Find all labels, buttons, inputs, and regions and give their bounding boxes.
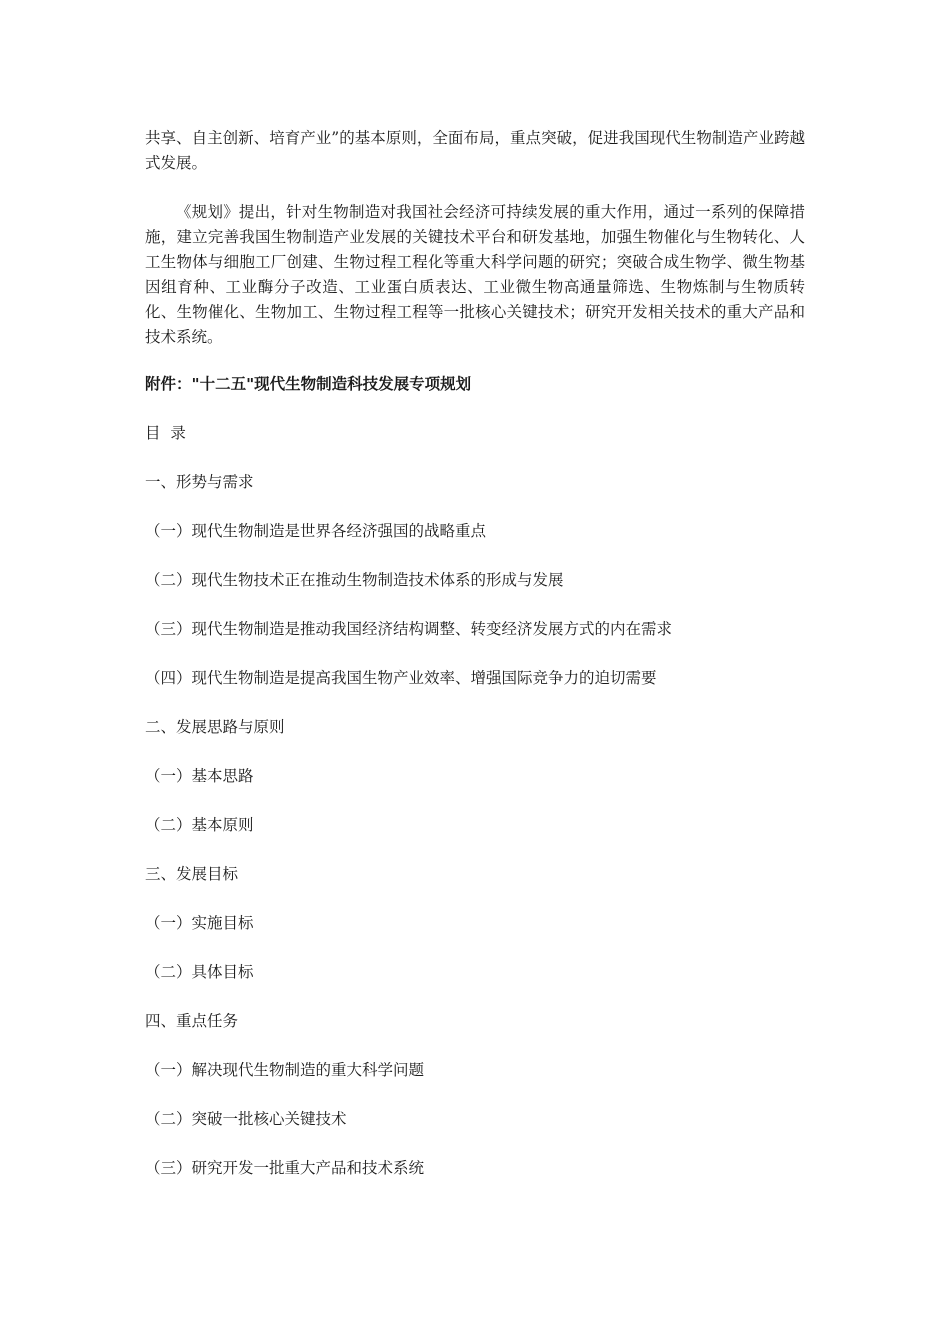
toc-item: （四）现代生物制造是提高我国生物产业效率、增强国际竞争力的迫切需要 (145, 669, 657, 687)
document-page (145, 126, 805, 1181)
toc-item: （三）研究开发一批重大产品和技术系统 (145, 1159, 425, 1177)
toc-item: （一）解决现代生物制造的重大科学问题 (145, 1061, 425, 1079)
toc-item: （一）现代生物制造是世界各经济强国的战略重点 (145, 522, 487, 540)
toc-item: （一）实施目标 (145, 914, 254, 932)
paragraph-plan-summary: 《规划》提出，针对生物制造对我国社会经济可持续发展的重大作用，通过一系列的保障措施，建立完善我国生物制造产业发展的关键技术平台和研发基地，加强生物催化与生物转化、人工生物体与细胞工厂创建、生物过程工程化等重大科学问题的研究；突破合成生物学、微生物基因组育种、工业酶分子改造、工业蛋白质表达、工业微生物高通量筛选、生物炼制与生物质转化、生物催化、生物加工、生物过程工程等一批核心关键技术；研究开发相关技术的重大产品和技术系统。 (145, 203, 805, 346)
toc-item: 一、形势与需求 (145, 473, 254, 491)
paragraph-principles: 共享、自主创新、培育产业”的基本原则，全面布局，重点突破，促进我国现代生物制造产业跨越式发展。 (145, 129, 805, 172)
table-of-contents (145, 446, 805, 1181)
toc-item: （三）现代生物制造是推动我国经济结构调整、转变经济发展方式的内在需求 (145, 620, 673, 638)
toc-heading: 目 录 (145, 424, 186, 442)
attachment-title: 附件："十二五"现代生物制造科技发展专项规划 (145, 375, 472, 393)
toc-item: 四、重点任务 (145, 1012, 239, 1030)
toc-item: （一）基本思路 (145, 767, 254, 785)
toc-item: （二）基本原则 (145, 816, 254, 834)
toc-item: （二）突破一批核心关键技术 (145, 1110, 347, 1128)
toc-item: （二）现代生物技术正在推动生物制造技术体系的形成与发展 (145, 571, 564, 589)
toc-item: 三、发展目标 (145, 865, 239, 883)
toc-item: 二、发展思路与原则 (145, 718, 285, 736)
toc-item: （二）具体目标 (145, 963, 254, 981)
